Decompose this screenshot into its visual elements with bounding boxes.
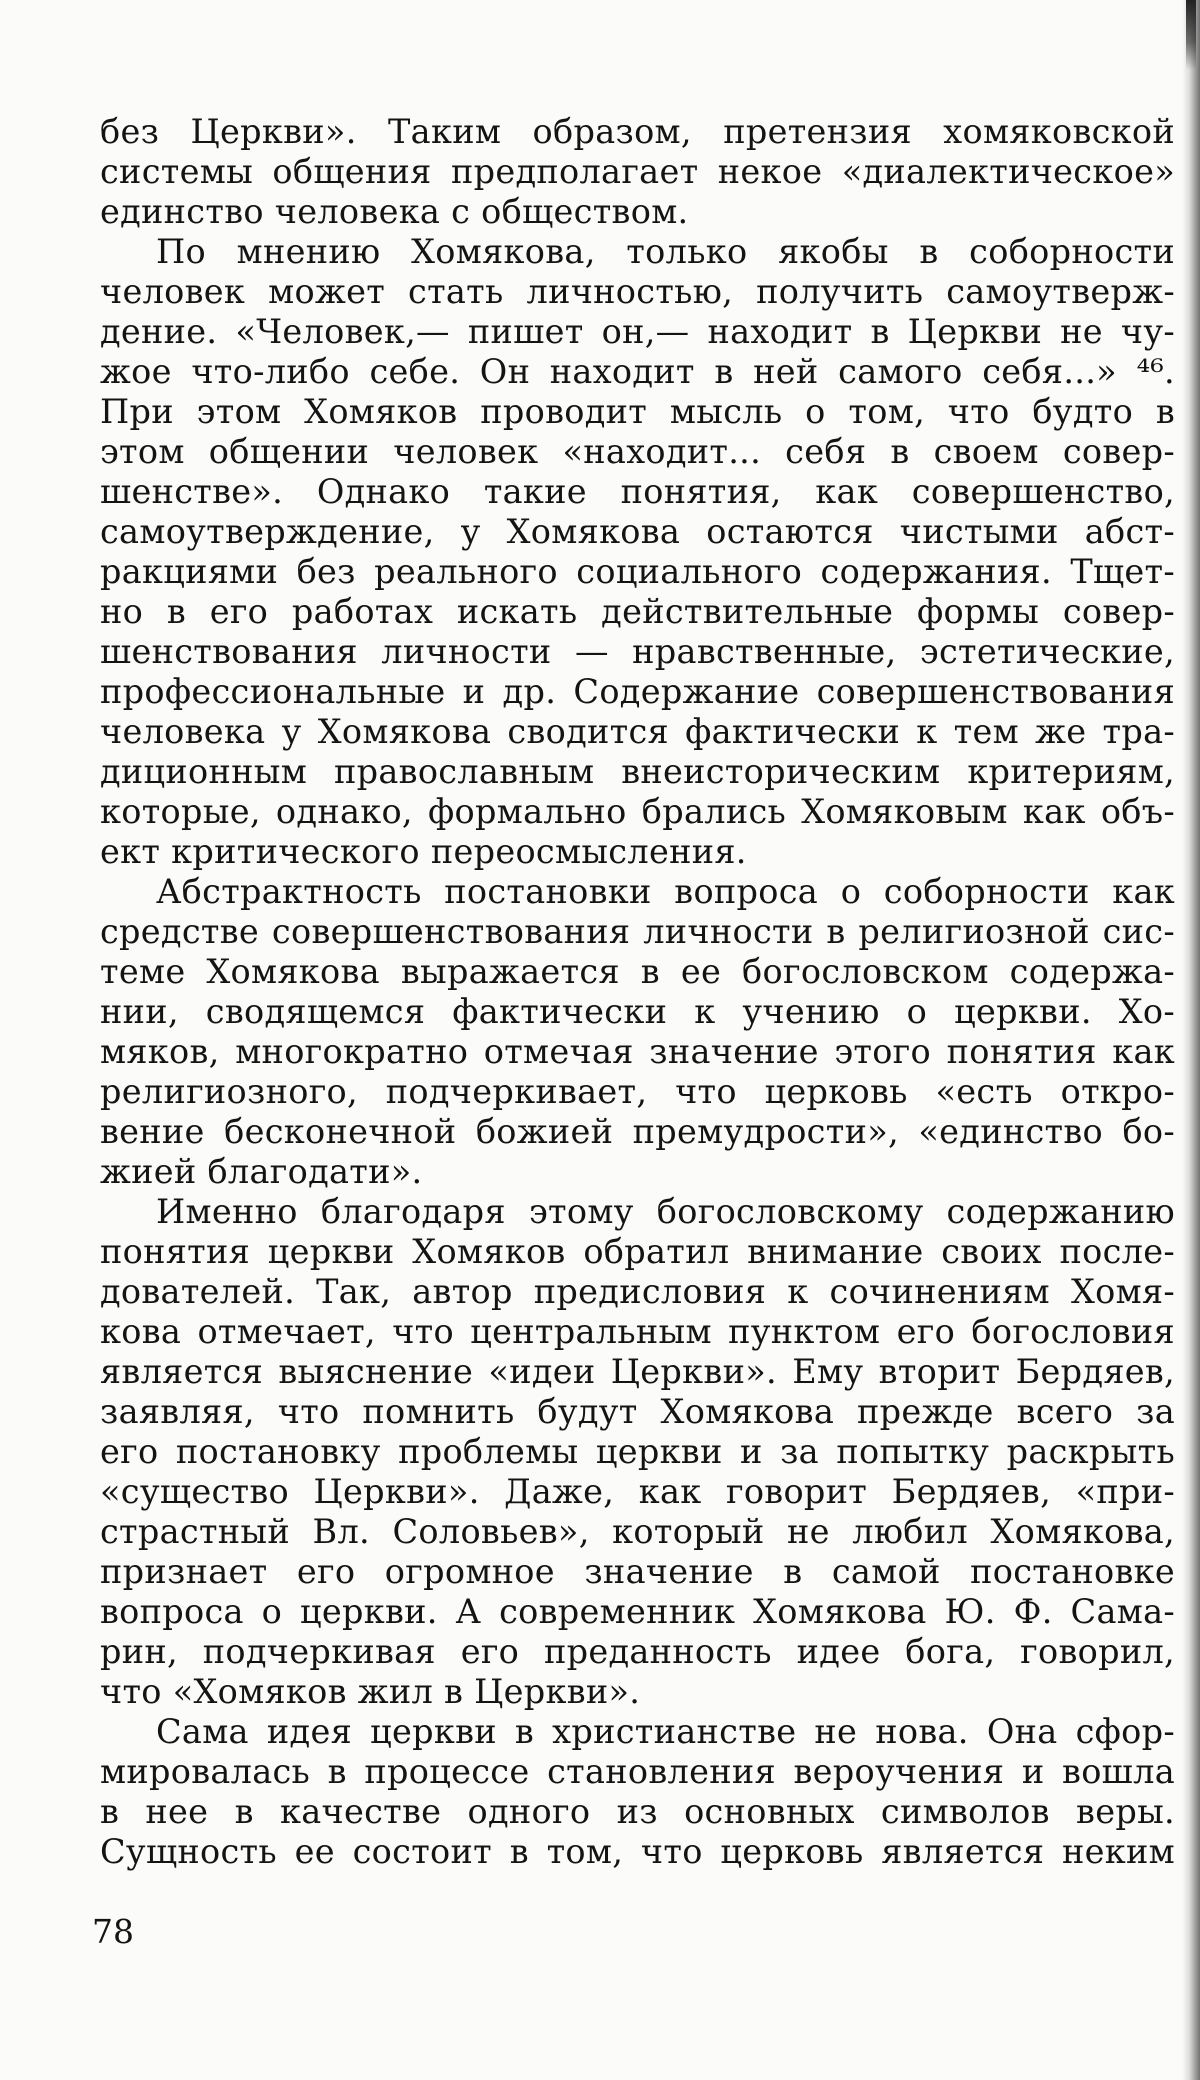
text-line: единство человека с обществом. [100, 192, 689, 231]
text-line: понятия церкви Хомяков обратил внимание своих после- [100, 1232, 1175, 1271]
text-line: нии, сводящемся фактически к учению о церкви. Хо- [100, 992, 1175, 1031]
text-line: мяков, многократно отмечая значение этого понятия как [100, 1032, 1175, 1071]
text-line: но в его работах искать действительные формы совер- [100, 592, 1175, 631]
page-number: 78 [92, 1912, 134, 1951]
text-line: ект критического переосмысления. [100, 832, 747, 871]
text-line: «существо Церкви». Даже, как говорит Бердяев, «при- [100, 1472, 1175, 1511]
text-line: страстный Вл. Соловьев», который не любил Хомякова, [100, 1512, 1175, 1551]
text-line: признает его огромное значение в самой постановке [100, 1552, 1175, 1591]
body-text [100, 112, 1175, 1872]
text-line: человека у Хомякова сводится фактически к тем же тра- [100, 712, 1175, 751]
page-edge-shadow [1182, 0, 1200, 2080]
page-edge-mark [1186, 0, 1196, 70]
text-line: Сама идея церкви в христианстве не нова. Она сфор- [156, 1712, 1175, 1751]
text-line: религиозного, подчеркивает, что церковь «есть откро- [100, 1072, 1175, 1111]
text-line: жое что-либо себе. Он находит в ней самого себя...» ⁴⁶. [100, 352, 1175, 391]
text-line: этом общении человек «находит... себя в своем совер- [100, 432, 1175, 471]
text-line: вопроса о церкви. А современник Хомякова Ю. Ф. Сама- [100, 1592, 1175, 1631]
text-line: Сущность ее состоит в том, что церковь является неким [100, 1832, 1175, 1871]
text-line: кова отмечает, что центральным пунктом его богословия [100, 1312, 1175, 1351]
text-line: шенстве». Однако такие понятия, как совершенство, [100, 472, 1175, 511]
text-line: Абстрактность постановки вопроса о соборности как [156, 872, 1175, 911]
text-line: жией благодати». [100, 1152, 423, 1191]
text-line: которые, однако, формально брались Хомяковым как объ- [100, 792, 1175, 831]
text-line: в нее в качестве одного из основных символов веры. [100, 1792, 1175, 1831]
text-line: что «Хомяков жил в Церкви». [100, 1672, 641, 1711]
text-line: человек может стать личностью, получить самоутверж- [100, 272, 1175, 311]
text-line: рин, подчеркивая его преданность идее бога, говорил, [100, 1632, 1175, 1671]
text-line: самоутверждение, у Хомякова остаются чистыми абст- [100, 512, 1175, 551]
text-line: вение бесконечной божией премудрости», «единство бо- [100, 1112, 1175, 1151]
text-line: диционным православным внеисторическим критериям, [100, 752, 1175, 791]
text-line: дователей. Так, автор предисловия к сочинениям Хомя- [100, 1272, 1175, 1311]
text-line: дение. «Человек,— пишет он,— находит в Церкви не чу- [100, 312, 1175, 351]
text-line: без Церкви». Таким образом, претензия хомяковской [100, 112, 1175, 151]
text-line: его постановку проблемы церкви и за попытку раскрыть [100, 1432, 1175, 1471]
text-line: Именно благодаря этому богословскому содержанию [156, 1192, 1175, 1231]
text-line: является выяснение «идеи Церкви». Ему вторит Бердяев, [100, 1352, 1175, 1391]
text-line: системы общения предполагает некое «диалектическое» [100, 152, 1175, 191]
text-line: теме Хомякова выражается в ее богословском содержа- [100, 952, 1175, 991]
text-line: ракциями без реального социального содержания. Тщет- [100, 552, 1175, 591]
text-line: средстве совершенствования личности в религиозной сис- [100, 912, 1175, 951]
text-line: профессиональные и др. Содержание совершенствования [100, 672, 1175, 711]
text-line: При этом Хомяков проводит мысль о том, что будто в [100, 392, 1175, 431]
text-line: По мнению Хомякова, только якобы в соборности [156, 232, 1175, 271]
text-line: шенствования личности — нравственные, эстетические, [100, 632, 1175, 671]
text-line: заявляя, что помнить будут Хомякова прежде всего за [100, 1392, 1175, 1431]
text-line: мировалась в процессе становления вероучения и вошла [100, 1752, 1175, 1791]
